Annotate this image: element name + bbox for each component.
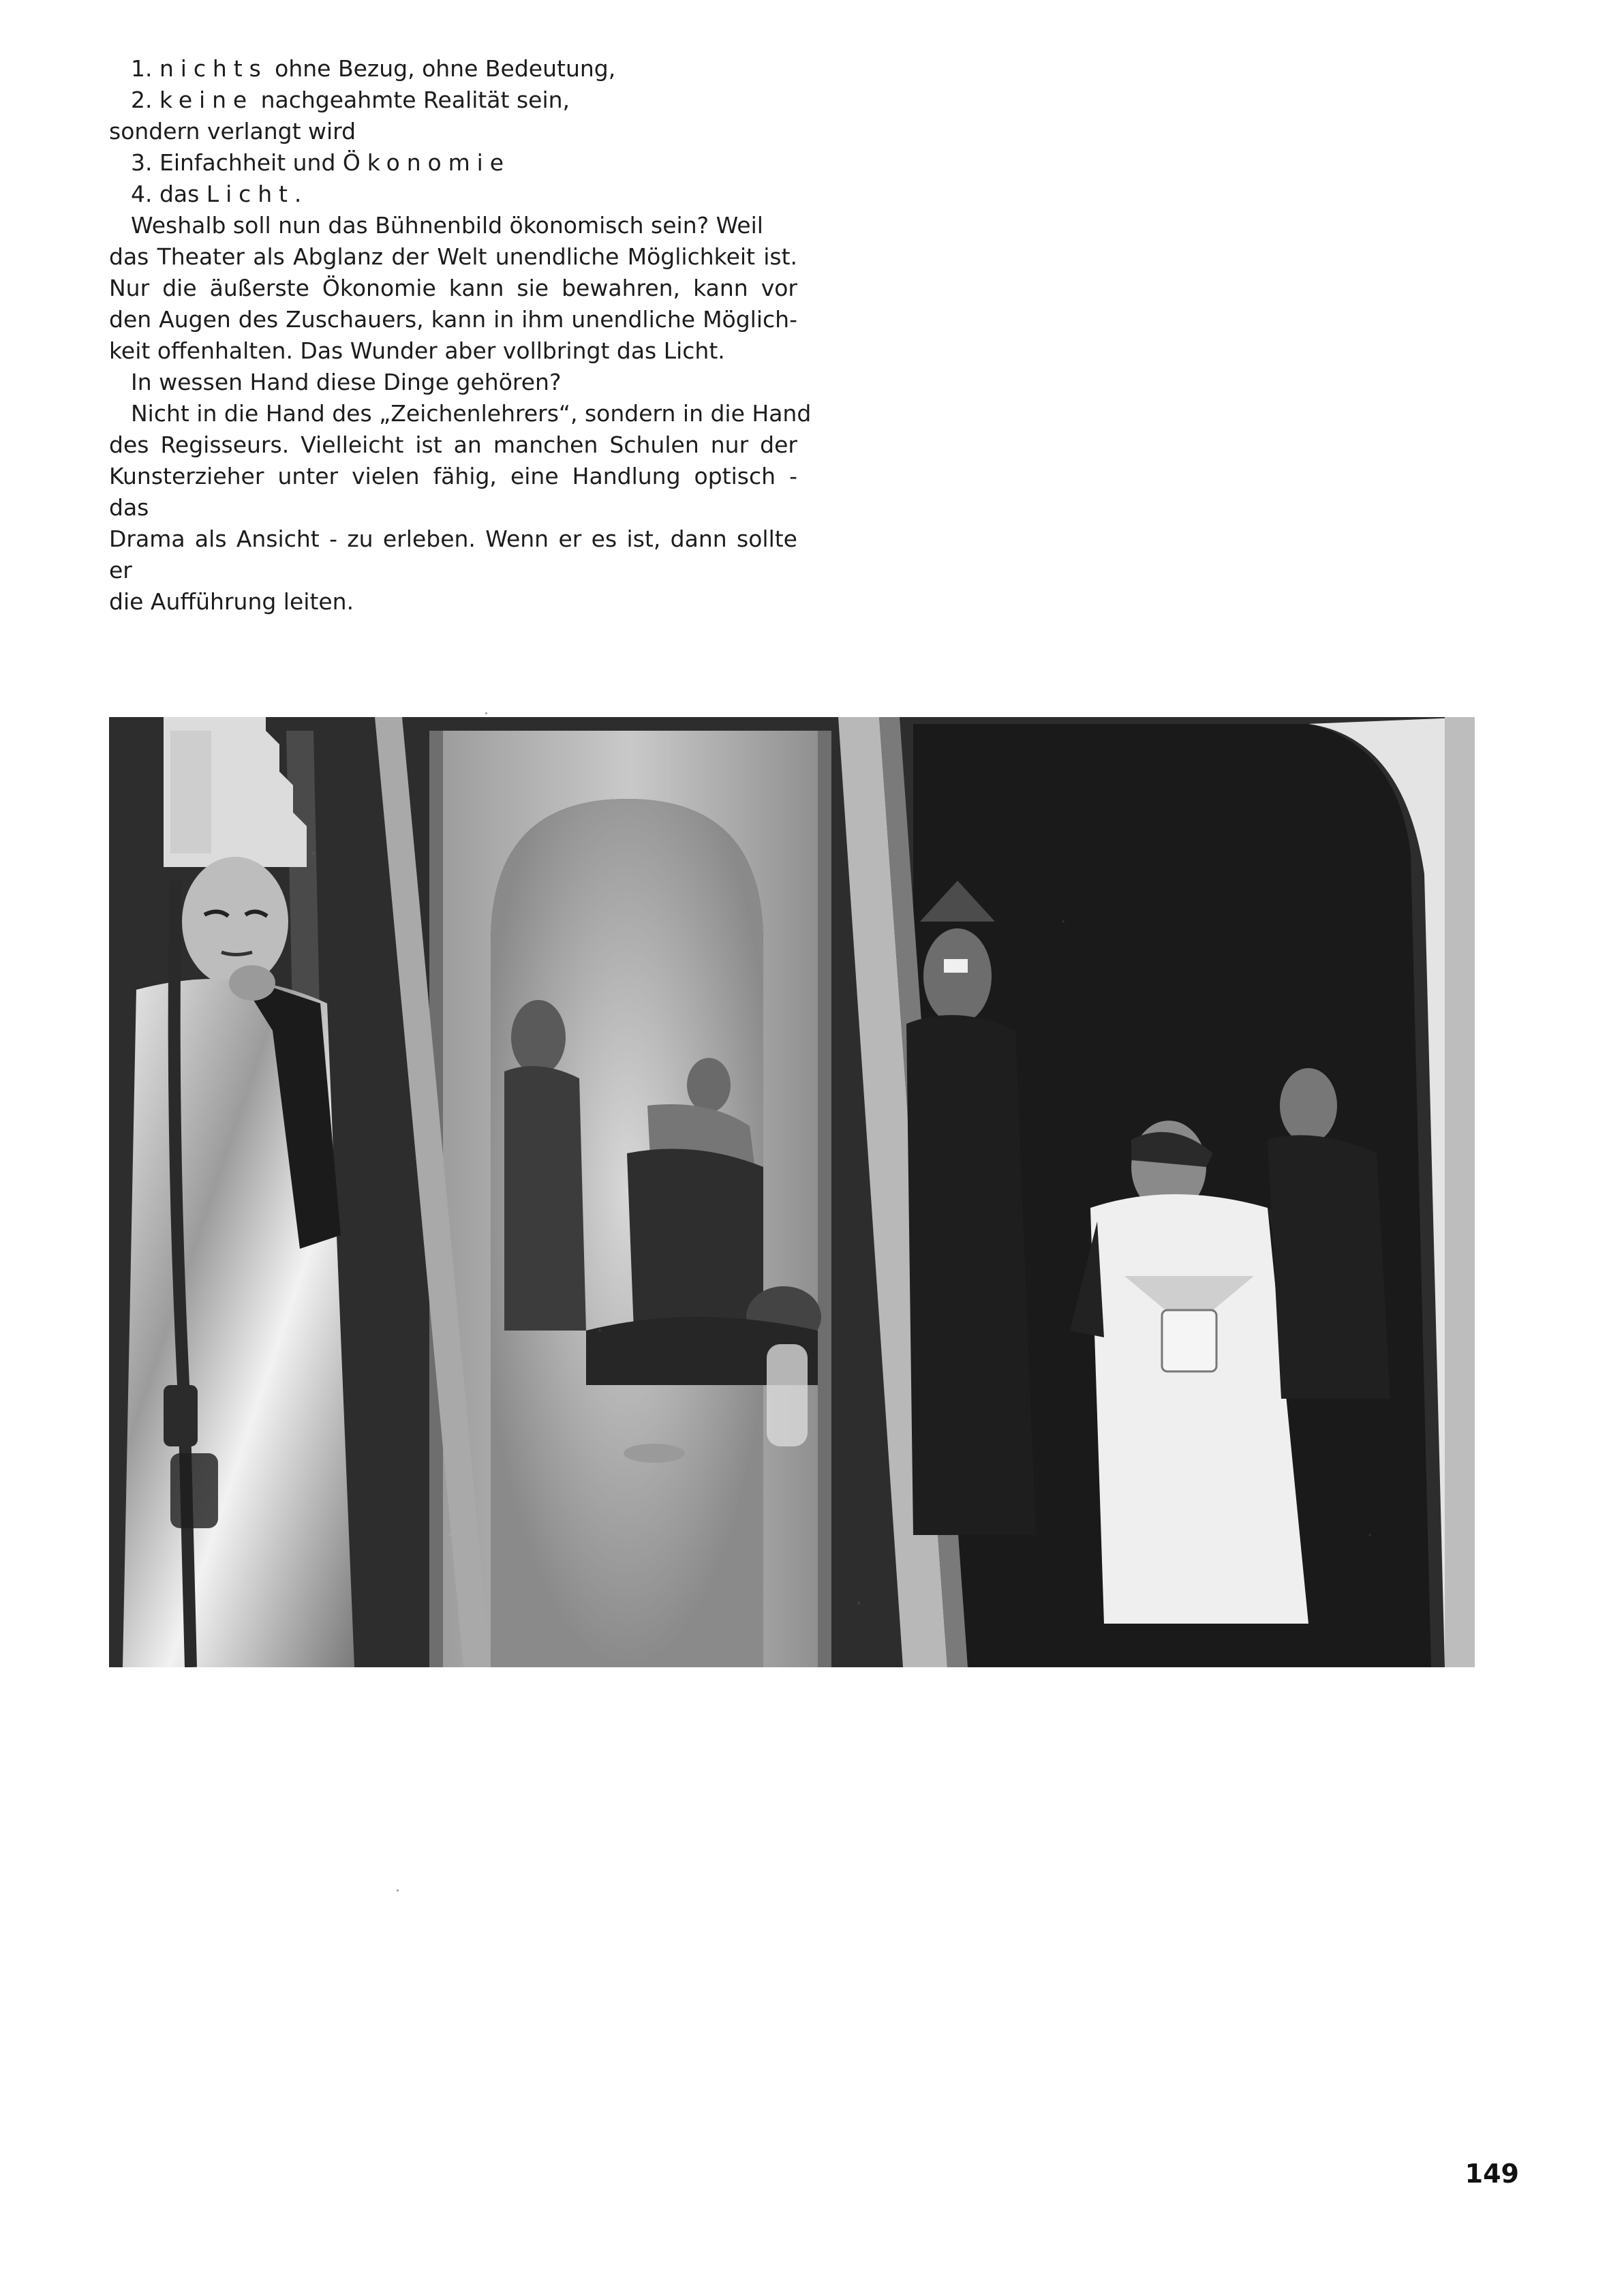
list-item-1: 1. nichts ohne Bezug, ohne Bedeutung, [131, 55, 616, 82]
paragraph-1-line: Nur die äußerste Ökonomie kann sie bewahren, kann vor [109, 275, 797, 301]
list-item-3: 3. Einfachheit und Ökonomie [131, 149, 510, 176]
print-speck [397, 1889, 399, 1892]
paragraph-3-line: Drama als Ansicht - zu erleben. Wenn er es ist, dann sollte er [109, 526, 797, 583]
list-item-2: 2. keine nachgeahmte Realität sein, [131, 87, 570, 113]
paragraph-3-line: Kunsterzieher unter vielen fähig, eine Handlung optisch - das [109, 463, 797, 521]
paragraph-1-line: den Augen des Zuschauers, kann in ihm unendliche Möglich- [109, 306, 797, 333]
paragraph-1-line: das Theater als Abglanz der Welt unendliche Möglichkeit ist. [109, 243, 797, 270]
paragraph-3-line: Nicht in die Hand des „Zeichenlehrers“, sondern in die Hand [131, 400, 812, 427]
body-text [109, 53, 812, 618]
paragraph-1-line: Weshalb soll nun das Bühnenbild ökonomisch sein? Weil [131, 212, 763, 239]
stage-photograph [109, 717, 1475, 1667]
paragraph-3-line: des Regisseurs. Vielleicht ist an manchen Schulen nur der [109, 431, 797, 458]
list-item-4: 4. das Licht. [131, 181, 309, 207]
print-speck [485, 712, 487, 714]
page-number: 149 [1465, 2159, 1519, 2189]
list-item-2-continuation: sondern verlangt wird [109, 118, 356, 145]
paragraph-2-line: In wessen Hand diese Dinge gehören? [131, 369, 562, 395]
paragraph-3-line: die Aufführung leiten. [109, 588, 354, 615]
paragraph-1-line: keit offenhalten. Das Wunder aber vollbringt das Licht. [109, 337, 725, 364]
stage-scene-illustration [109, 717, 1475, 1667]
